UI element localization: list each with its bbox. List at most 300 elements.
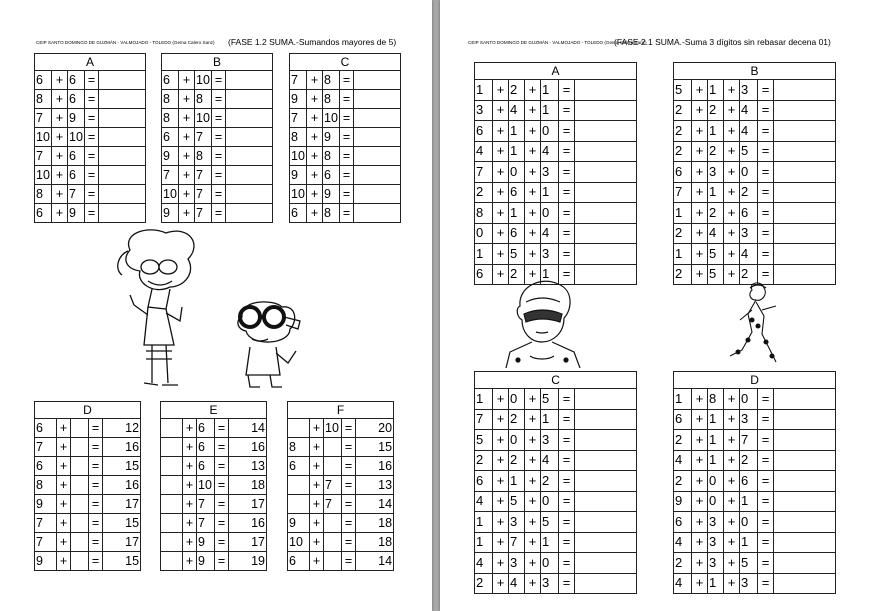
table-row (290, 71, 401, 90)
operand-cell: 7 (195, 166, 212, 185)
answer-cell[interactable] (354, 109, 401, 128)
operator-cell: = (342, 495, 356, 514)
operand-cell[interactable] (324, 514, 342, 533)
answer-cell[interactable] (575, 553, 637, 574)
answer-cell[interactable] (354, 147, 401, 166)
table-row (674, 182, 836, 203)
operand-cell: 7 (674, 182, 692, 203)
operator-cell: = (212, 204, 226, 223)
answer-cell[interactable] (226, 204, 273, 223)
operator-cell: = (85, 71, 99, 90)
operand-cell: 3 (708, 512, 724, 533)
operand-cell: 2 (674, 141, 692, 162)
operand-cell: 8 (323, 71, 340, 90)
operand-cell: 1 (509, 471, 525, 492)
table-label: D (674, 372, 836, 389)
operand-cell: 10 (35, 166, 52, 185)
operand-cell[interactable] (71, 514, 89, 533)
operator-cell: = (340, 185, 354, 204)
operator-cell: + (179, 128, 195, 147)
answer-cell[interactable] (575, 512, 637, 533)
operand-cell[interactable] (71, 419, 89, 438)
operand-cell: 1 (541, 532, 559, 553)
table-row (475, 512, 637, 533)
answer-cell[interactable] (774, 471, 836, 492)
answer-cell[interactable] (774, 141, 836, 162)
operand-cell: 6 (35, 204, 52, 223)
table-row (162, 90, 273, 109)
operand-cell: 1 (674, 244, 692, 265)
answer-cell[interactable] (354, 90, 401, 109)
operand-cell: 9 (323, 128, 340, 147)
answer-cell[interactable] (354, 166, 401, 185)
answer-cell[interactable] (575, 491, 637, 512)
operand-cell: 7 (324, 476, 342, 495)
table-row (475, 141, 637, 162)
operator-cell: = (758, 162, 774, 183)
operand-cell: 0 (509, 389, 525, 410)
operator-cell: = (215, 514, 229, 533)
operator-cell: + (310, 552, 324, 571)
answer-cell[interactable] (774, 532, 836, 553)
operator-cell: = (559, 100, 575, 121)
operator-cell: + (525, 141, 541, 162)
operand-cell: 0 (509, 430, 525, 451)
operand-cell: 10 (68, 128, 85, 147)
operand-cell: 1 (541, 100, 559, 121)
answer-cell[interactable] (575, 532, 637, 553)
operator-cell: = (559, 450, 575, 471)
operator-cell: = (559, 389, 575, 410)
operand-cell[interactable] (288, 419, 310, 438)
table-row (475, 223, 637, 244)
operand-cell: 3 (708, 553, 724, 574)
answer-cell[interactable] (774, 121, 836, 142)
operand-cell: 0 (541, 553, 559, 574)
table-row (288, 495, 394, 514)
operand-cell[interactable] (324, 533, 342, 552)
operator-cell: = (340, 71, 354, 90)
operand-cell: 2 (674, 223, 692, 244)
operand-cell: 7 (35, 533, 57, 552)
operand-cell[interactable] (324, 438, 342, 457)
table-row (290, 185, 401, 204)
operator-cell: + (724, 471, 740, 492)
operator-cell: + (692, 182, 708, 203)
operand-cell[interactable] (324, 552, 342, 571)
exercise-table-d (673, 371, 836, 594)
table-row (674, 203, 836, 224)
operand-cell: 1 (509, 121, 525, 142)
table-row (161, 552, 267, 571)
answer-cell[interactable] (774, 100, 836, 121)
operator-cell: + (179, 204, 195, 223)
operator-cell: = (758, 141, 774, 162)
operand-cell[interactable] (161, 514, 183, 533)
operator-cell: + (57, 495, 71, 514)
operator-cell: = (215, 419, 229, 438)
operand-cell: 3 (509, 512, 525, 533)
operator-cell: + (493, 532, 509, 553)
operator-cell: + (183, 552, 197, 571)
operator-cell: + (493, 100, 509, 121)
operand-cell[interactable] (288, 495, 310, 514)
table-row (35, 71, 146, 90)
operand-cell: 4 (740, 121, 758, 142)
school-header: CEIP SANTO DOMINGO DE GUZMÁN - VALMOJADO - TOLEDO (Gema Calero Sanz) (468, 40, 647, 45)
operator-cell: = (340, 147, 354, 166)
operator-cell: = (559, 244, 575, 265)
operator-cell: + (52, 90, 68, 109)
table-row (674, 100, 836, 121)
operand-cell: 7 (35, 147, 52, 166)
operand-cell[interactable] (71, 476, 89, 495)
operator-cell: = (559, 121, 575, 142)
table-row (475, 450, 637, 471)
operand-cell: 1 (475, 244, 493, 265)
table-row (475, 182, 637, 203)
answer-cell[interactable] (354, 71, 401, 90)
operand-cell: 6 (35, 71, 52, 90)
operator-cell: + (692, 244, 708, 265)
operand-cell[interactable] (161, 495, 183, 514)
operand-cell: 9 (162, 204, 179, 223)
operand-cell: 8 (475, 203, 493, 224)
table-row (475, 203, 637, 224)
operand-cell: 7 (35, 514, 57, 533)
operand-cell: 8 (162, 90, 179, 109)
operand-cell: 5 (674, 80, 692, 101)
table-label: A (35, 54, 146, 71)
operator-cell: + (525, 532, 541, 553)
operator-cell: + (52, 71, 68, 90)
operand-cell[interactable] (71, 533, 89, 552)
operand-cell: 2 (509, 450, 525, 471)
answer-cell[interactable] (575, 389, 637, 410)
operand-cell: 6 (509, 223, 525, 244)
answer-cell[interactable] (774, 182, 836, 203)
operator-cell: = (89, 533, 103, 552)
operand-cell: 9 (290, 90, 307, 109)
operator-cell: + (493, 389, 509, 410)
operator-cell: + (493, 80, 509, 101)
table-row (674, 553, 836, 574)
answer-cell[interactable] (99, 166, 146, 185)
operand-cell: 3 (740, 573, 758, 594)
answer-cell[interactable] (774, 450, 836, 471)
operand-cell: 8 (35, 185, 52, 204)
operand-cell[interactable] (71, 457, 89, 476)
operator-cell: + (310, 533, 324, 552)
table-row (161, 476, 267, 495)
operator-cell: = (340, 128, 354, 147)
answer-cell[interactable] (575, 223, 637, 244)
answer-cell[interactable] (774, 553, 836, 574)
table-row (475, 491, 637, 512)
operator-cell: = (212, 71, 226, 90)
operand-cell: 9 (162, 147, 179, 166)
table-row (35, 438, 141, 457)
operator-cell: + (493, 409, 509, 430)
operator-cell: = (89, 457, 103, 476)
operand-cell: 9 (674, 491, 692, 512)
operand-cell: 4 (475, 553, 493, 574)
table-row (288, 533, 394, 552)
operator-cell: + (525, 203, 541, 224)
operator-cell: + (692, 389, 708, 410)
operator-cell: + (724, 223, 740, 244)
operator-cell: = (85, 166, 99, 185)
operator-cell: + (310, 438, 324, 457)
exercise-table-a (474, 62, 637, 285)
table-row (674, 512, 836, 533)
operand-cell: 6 (162, 128, 179, 147)
exercise-table-a (34, 53, 146, 223)
operator-cell: = (89, 552, 103, 571)
operator-cell: + (692, 491, 708, 512)
answer-cell[interactable] (99, 71, 146, 90)
operand-cell[interactable] (161, 419, 183, 438)
operand-cell: 4 (674, 573, 692, 594)
operand-cell[interactable] (71, 552, 89, 571)
operand-cell[interactable] (161, 476, 183, 495)
answer-cell[interactable] (226, 166, 273, 185)
answer-cell[interactable] (575, 471, 637, 492)
operator-cell: + (724, 573, 740, 594)
table-row (475, 389, 637, 410)
operand-cell: 6 (197, 457, 215, 476)
operator-cell: = (758, 244, 774, 265)
table-row (162, 71, 273, 90)
answer-cell[interactable] (774, 389, 836, 410)
table-row (35, 457, 141, 476)
operator-cell: = (89, 476, 103, 495)
operand-cell: 5 (475, 430, 493, 451)
operand-cell: 8 (290, 128, 307, 147)
operator-cell: + (493, 491, 509, 512)
answer-cell[interactable] (774, 80, 836, 101)
table-label: A (475, 63, 637, 80)
operator-cell: + (179, 90, 195, 109)
operator-cell: = (758, 80, 774, 101)
answer-cell[interactable] (226, 90, 273, 109)
operator-cell: + (57, 514, 71, 533)
operator-cell: + (525, 121, 541, 142)
operand-cell: 7 (740, 430, 758, 451)
operator-cell: = (342, 476, 356, 495)
answer-cell[interactable] (575, 264, 637, 285)
answer-cell[interactable] (99, 128, 146, 147)
answer-cell[interactable] (354, 204, 401, 223)
school-header: CEIP SANTO DOMINGO DE GUZMÁN - VALMOJADO - TOLEDO (Gema Calero Sanz) (36, 40, 215, 45)
operand-cell: 7 (195, 185, 212, 204)
answer-cell[interactable] (99, 109, 146, 128)
operand-cell: 2 (674, 264, 692, 285)
operand-cell: 0 (708, 491, 724, 512)
operand-cell: 6 (68, 71, 85, 90)
answer-cell[interactable] (226, 185, 273, 204)
operator-cell: + (525, 182, 541, 203)
answer-cell[interactable] (774, 223, 836, 244)
operator-cell: + (310, 457, 324, 476)
operand-cell[interactable] (161, 457, 183, 476)
operator-cell: + (692, 100, 708, 121)
operator-cell: + (724, 203, 740, 224)
table-label: E (161, 402, 267, 419)
operator-cell: + (525, 223, 541, 244)
answer-cell[interactable] (575, 409, 637, 430)
table-row (35, 514, 141, 533)
answer-cell: 13 (356, 476, 394, 495)
operator-cell: + (179, 109, 195, 128)
table-row (290, 204, 401, 223)
answer-cell: 15 (103, 552, 141, 571)
answer-cell[interactable] (774, 512, 836, 533)
answer-cell[interactable] (575, 121, 637, 142)
operator-cell: + (493, 264, 509, 285)
answer-cell[interactable] (226, 109, 273, 128)
answer-cell[interactable] (226, 147, 273, 166)
table-row (475, 162, 637, 183)
table-row (475, 430, 637, 451)
operand-cell[interactable] (288, 476, 310, 495)
operator-cell: + (692, 203, 708, 224)
operator-cell: = (340, 166, 354, 185)
answer-cell[interactable] (575, 80, 637, 101)
table-row (290, 90, 401, 109)
operand-cell: 6 (509, 182, 525, 203)
operand-cell: 4 (708, 223, 724, 244)
operand-cell[interactable] (161, 438, 183, 457)
operand-cell: 3 (541, 244, 559, 265)
table-row (35, 204, 146, 223)
operator-cell: + (307, 109, 323, 128)
answer-cell[interactable] (774, 409, 836, 430)
operator-cell: + (724, 409, 740, 430)
answer-cell[interactable] (575, 162, 637, 183)
operand-cell: 7 (509, 532, 525, 553)
operand-cell: 4 (674, 532, 692, 553)
operand-cell: 10 (324, 419, 342, 438)
operator-cell: + (179, 147, 195, 166)
answer-cell[interactable] (774, 491, 836, 512)
operator-cell: = (212, 109, 226, 128)
table-row (288, 476, 394, 495)
operator-cell: = (758, 264, 774, 285)
answer-cell[interactable] (575, 573, 637, 594)
operator-cell: + (307, 90, 323, 109)
operator-cell: + (183, 476, 197, 495)
operator-cell: + (493, 573, 509, 594)
operand-cell: 7 (475, 162, 493, 183)
answer-cell[interactable] (99, 204, 146, 223)
operand-cell: 1 (509, 203, 525, 224)
phase-title: (FASE 1.2 SUMA.-Sumandos mayores de 5) (228, 37, 397, 47)
operand-cell[interactable] (71, 495, 89, 514)
table-row (674, 532, 836, 553)
operator-cell: + (493, 471, 509, 492)
operand-cell: 1 (740, 491, 758, 512)
operand-cell: 2 (674, 121, 692, 142)
operand-cell[interactable] (161, 533, 183, 552)
table-row (674, 162, 836, 183)
answer-cell[interactable] (774, 430, 836, 451)
operator-cell: + (692, 264, 708, 285)
operand-cell: 9 (35, 552, 57, 571)
table-row (475, 532, 637, 553)
operand-cell[interactable] (324, 457, 342, 476)
operator-cell: + (493, 182, 509, 203)
operator-cell: + (57, 533, 71, 552)
operand-cell: 4 (541, 141, 559, 162)
operator-cell: = (212, 166, 226, 185)
operator-cell: = (559, 471, 575, 492)
answer-cell[interactable] (99, 185, 146, 204)
operator-cell: = (342, 514, 356, 533)
operator-cell: + (310, 419, 324, 438)
answer-cell[interactable] (226, 128, 273, 147)
answer-cell[interactable] (575, 182, 637, 203)
operator-cell: + (692, 409, 708, 430)
operator-cell: = (559, 430, 575, 451)
operand-cell: 0 (541, 491, 559, 512)
operator-cell: + (52, 128, 68, 147)
operand-cell: 3 (708, 532, 724, 553)
answer-cell[interactable] (354, 128, 401, 147)
operand-cell: 6 (197, 438, 215, 457)
answer-cell[interactable] (575, 430, 637, 451)
answer-cell[interactable] (575, 244, 637, 265)
table-row (288, 552, 394, 571)
answer-cell[interactable] (774, 162, 836, 183)
answer-cell[interactable] (575, 450, 637, 471)
answer-cell[interactable] (575, 100, 637, 121)
answer-cell[interactable] (99, 147, 146, 166)
answer-cell[interactable] (575, 203, 637, 224)
operand-cell: 0 (509, 162, 525, 183)
operator-cell: + (493, 512, 509, 533)
operand-cell: 3 (740, 409, 758, 430)
operator-cell: + (493, 244, 509, 265)
answer-cell[interactable] (575, 141, 637, 162)
operator-cell: = (342, 419, 356, 438)
operand-cell: 10 (195, 109, 212, 128)
table-row (674, 471, 836, 492)
answer-cell[interactable] (354, 185, 401, 204)
operand-cell: 2 (475, 573, 493, 594)
operand-cell: 2 (674, 100, 692, 121)
operand-cell: 1 (475, 512, 493, 533)
answer-cell[interactable] (774, 244, 836, 265)
answer-cell[interactable] (99, 90, 146, 109)
answer-cell[interactable] (774, 573, 836, 594)
answer-cell[interactable] (774, 203, 836, 224)
operand-cell[interactable] (71, 438, 89, 457)
operator-cell: + (493, 141, 509, 162)
operand-cell: 0 (541, 203, 559, 224)
table-row (475, 244, 637, 265)
operand-cell: 1 (740, 532, 758, 553)
operator-cell: = (559, 532, 575, 553)
answer-cell[interactable] (226, 71, 273, 90)
answer-cell: 12 (103, 419, 141, 438)
operand-cell: 1 (541, 182, 559, 203)
operator-cell: = (758, 553, 774, 574)
operator-cell: = (559, 203, 575, 224)
operator-cell: + (525, 389, 541, 410)
operator-cell: + (724, 162, 740, 183)
operand-cell[interactable] (161, 552, 183, 571)
